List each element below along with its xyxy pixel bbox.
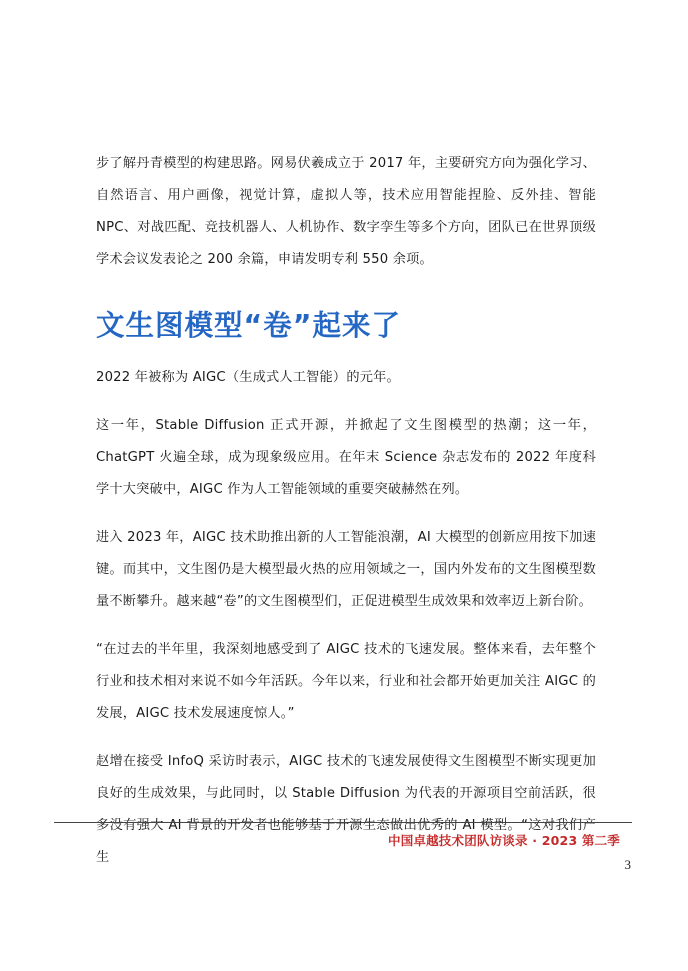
footer-title: 中国卓越技术团队访谈录 · 2023 第二季 [388,833,620,848]
article-body [96,148,596,874]
paragraph: 赵增在接受 InfoQ 采访时表示，AIGC 技术的飞速发展使得文生图模型不断实现更加良好的生成效果，与此同时，以 Stable Diffusion 为代表的开源项目空前活跃，很多没有强大 AI 背景的开发者也能够基于开源生态做出优秀的 AI 模型。“这对我们产生 [96,754,596,865]
section-heading: 文生图模型“卷”起来了 [96,309,401,342]
intro-paragraph: 步了解丹青模型的构建思路。网易伏羲成立于 2017 年，主要研究方向为强化学习、自然语言、用户画像，视觉计算，虚拟人等，技术应用智能捏脸、反外挂、智能 NPC、对战匹配、竞技机器人、人机协作、数字孪生等多个方向，团队已在世界顶级学术会议发表论之 200 余篇，申请发明专利 550 余项。 [96,156,596,267]
paragraph: 这一年，Stable Diffusion 正式开源，并掀起了文生图模型的热潮；这一年，ChatGPT 火遍全球，成为现象级应用。在年末 Science 杂志发布的 2022 年度科学十大突破中，AIGC 作为人工智能领域的重要突破赫然在列。 [96,418,596,497]
quote-paragraph: “在过去的半年里，我深刻地感受到了 AIGC 技术的飞速发展。整体来看，去年整个行业和技术相对来说不如今年活跃。今年以来，行业和社会都开始更加关注 AIGC 的发展，AIGC 技术发展速度惊人。” [96,642,596,721]
paragraph: 2022 年被称为 AIGC（生成式人工智能）的元年。 [96,370,400,385]
footer-divider [54,822,632,823]
page-number: 3 [624,857,631,872]
spacer [96,276,596,290]
paragraph: 进入 2023 年，AIGC 技术助推出新的人工智能浪潮，AI 大模型的创新应用按下加速键。而其中，文生图仍是大模型最火热的应用领域之一，国内外发布的文生图模型数量不断攀升。越来越“卷”的文生图模型们，正促进模型生成效果和效率迈上新台阶。 [96,530,596,609]
